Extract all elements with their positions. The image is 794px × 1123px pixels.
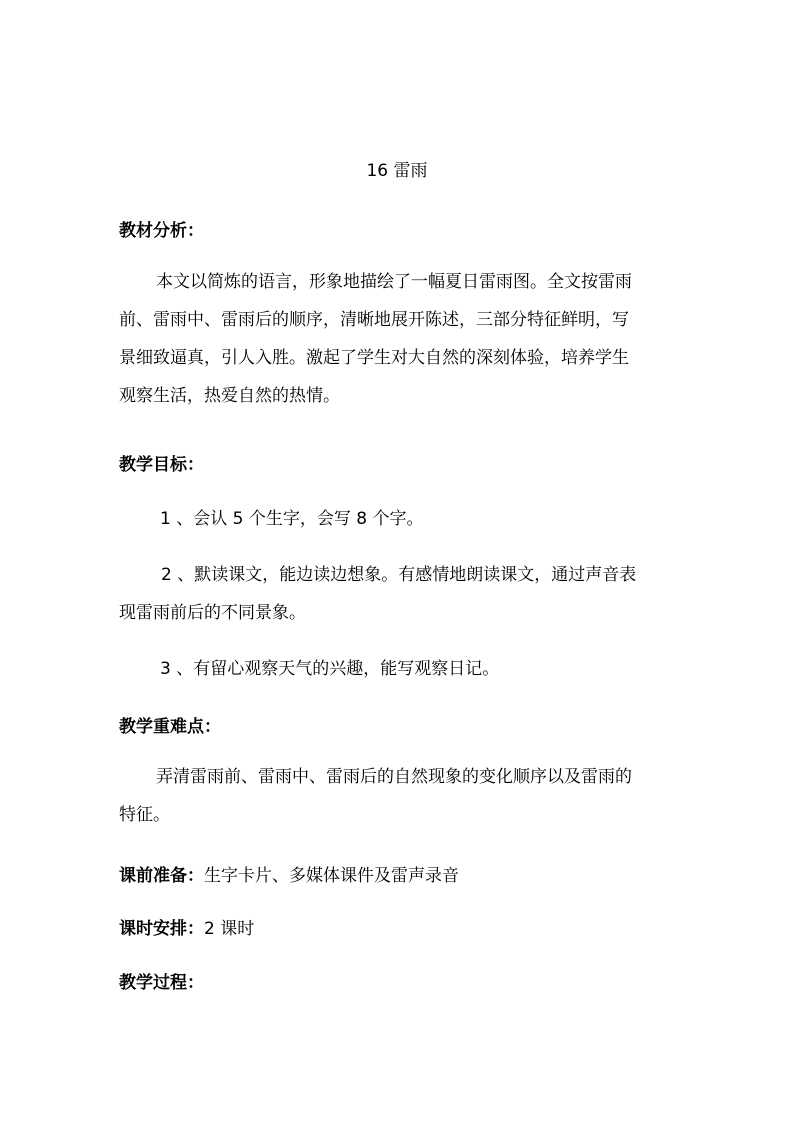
analysis-line: 景细致逼真，引人入胜。激起了学生对大自然的深刻体验，培养学生 [119,348,629,368]
preparation-value: 生字卡片、多媒体课件及雷声录音 [204,866,459,886]
schedule-label: 课时安排： [119,919,204,939]
process-heading: 教学过程： [119,973,204,993]
goal-item-2-line: 2 、默读课文，能边读边想象。有感情地朗读课文，通过声音表 [161,565,637,585]
analysis-heading: 教材分析： [119,221,204,241]
goal-item-2 [119,556,679,632]
key-points-heading: 教学重难点： [119,717,221,737]
goal-item-3: 3 、有留心观察天气的兴趣，能写观察日记。 [160,659,500,679]
analysis-paragraph [119,263,679,415]
goal-item-2-line: 现雷雨前后的不同景象。 [119,603,306,623]
goals-heading: 教学目标： [119,455,204,475]
document-title: 16 雷雨 [366,161,428,181]
analysis-line: 前、雷雨中、雷雨后的顺序，清晰地展开陈述，三部分特征鲜明，写 [119,310,629,330]
analysis-line: 观察生活，热爱自然的热情。 [119,386,340,406]
preparation-row [119,864,459,888]
preparation-label: 课前准备： [119,866,204,886]
key-points-line: 特征。 [119,805,170,825]
key-points-paragraph [119,758,679,834]
goal-item-1: 1 、会认 5 个生字，会写 8 个字。 [160,509,424,529]
schedule-row [119,917,254,941]
analysis-line: 本文以简炼的语言，形象地描绘了一幅夏日雷雨图。全文按雷雨 [156,272,632,292]
schedule-value: 2 课时 [204,919,255,939]
key-points-line: 弄清雷雨前、雷雨中、雷雨后的自然现象的变化顺序以及雷雨的 [156,767,632,787]
